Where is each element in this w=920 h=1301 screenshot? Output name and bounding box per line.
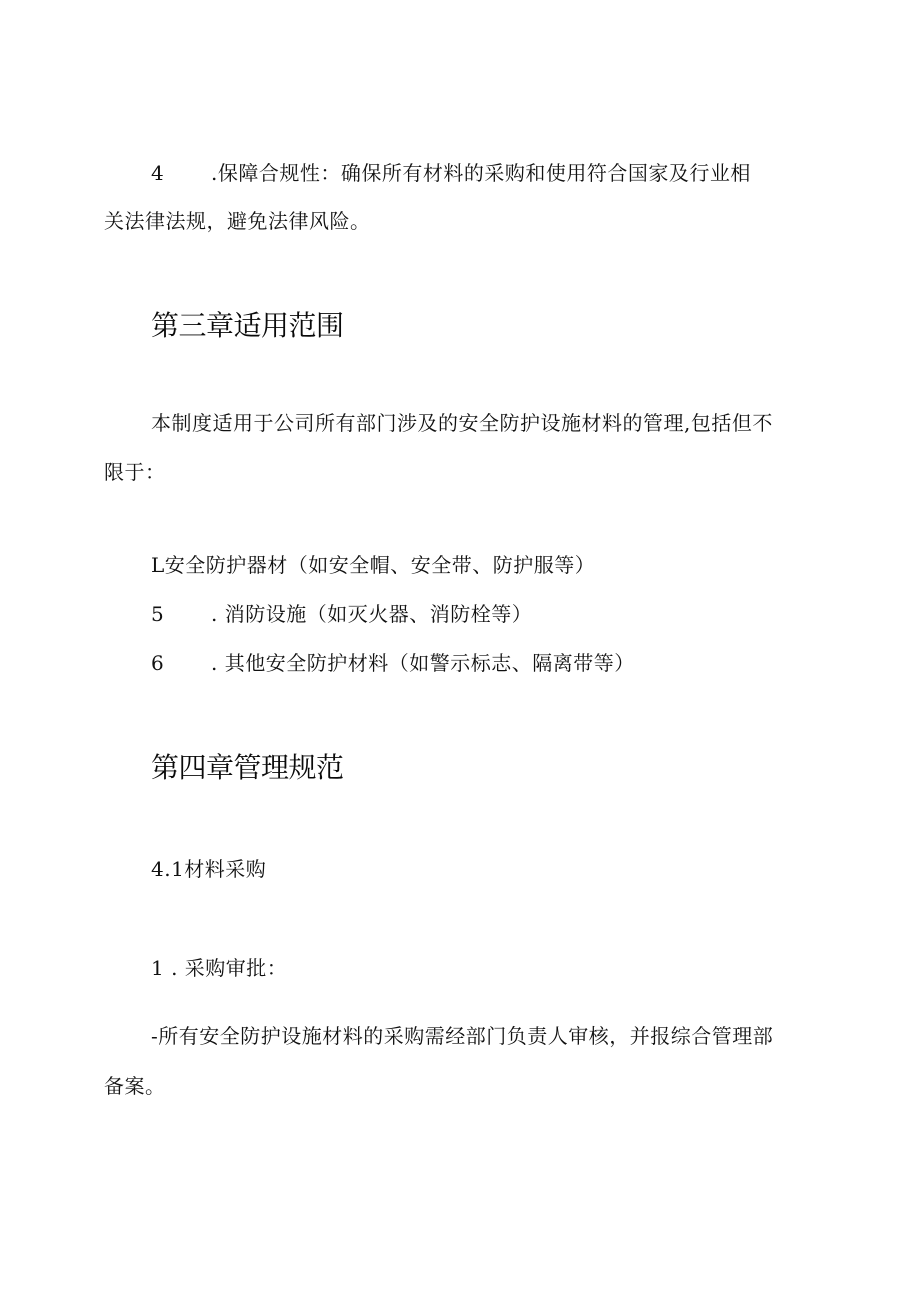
subsection-title: 1 . 采购审批：	[151, 956, 288, 980]
list-item-text: . 消防设施（如灭火器、消防栓等）	[211, 602, 533, 626]
chapter-4-body-line-2: 备案。	[104, 1074, 166, 1098]
chapter-4-title: 第四章管理规范	[151, 751, 344, 784]
list-number: 4	[151, 161, 165, 185]
list-number: 6	[151, 651, 165, 675]
compliance-text-1: .保障合规性：确保所有材料的采购和使用符合国家及行业相	[211, 161, 751, 185]
chapter-3-intro-line-1: 本制度适用于公司所有部门涉及的安全防护设施材料的管理,包括但不	[151, 411, 773, 435]
list-item-text: L安全防护器材（如安全帽、安全带、防护服等）	[151, 553, 596, 577]
chapter-3-intro-line-2: 限于：	[104, 460, 166, 484]
compliance-line-2: 关法律法规，避免法律风险。	[104, 209, 371, 233]
compliance-line-1	[151, 160, 751, 186]
chapter-4-body-line-1: -所有安全防护设施材料的采购需经部门负责人审核，并报综合管理部	[151, 1024, 774, 1048]
list-item-text: . 其他安全防护材料（如警示标志、隔离带等）	[211, 651, 635, 675]
chapter-3-title: 第三章适用范围	[151, 309, 344, 342]
list-number: 5	[151, 602, 165, 626]
list-item	[151, 552, 595, 578]
list-item	[151, 601, 532, 627]
section-title: 4.1材料采购	[151, 857, 267, 881]
list-item	[151, 650, 635, 676]
